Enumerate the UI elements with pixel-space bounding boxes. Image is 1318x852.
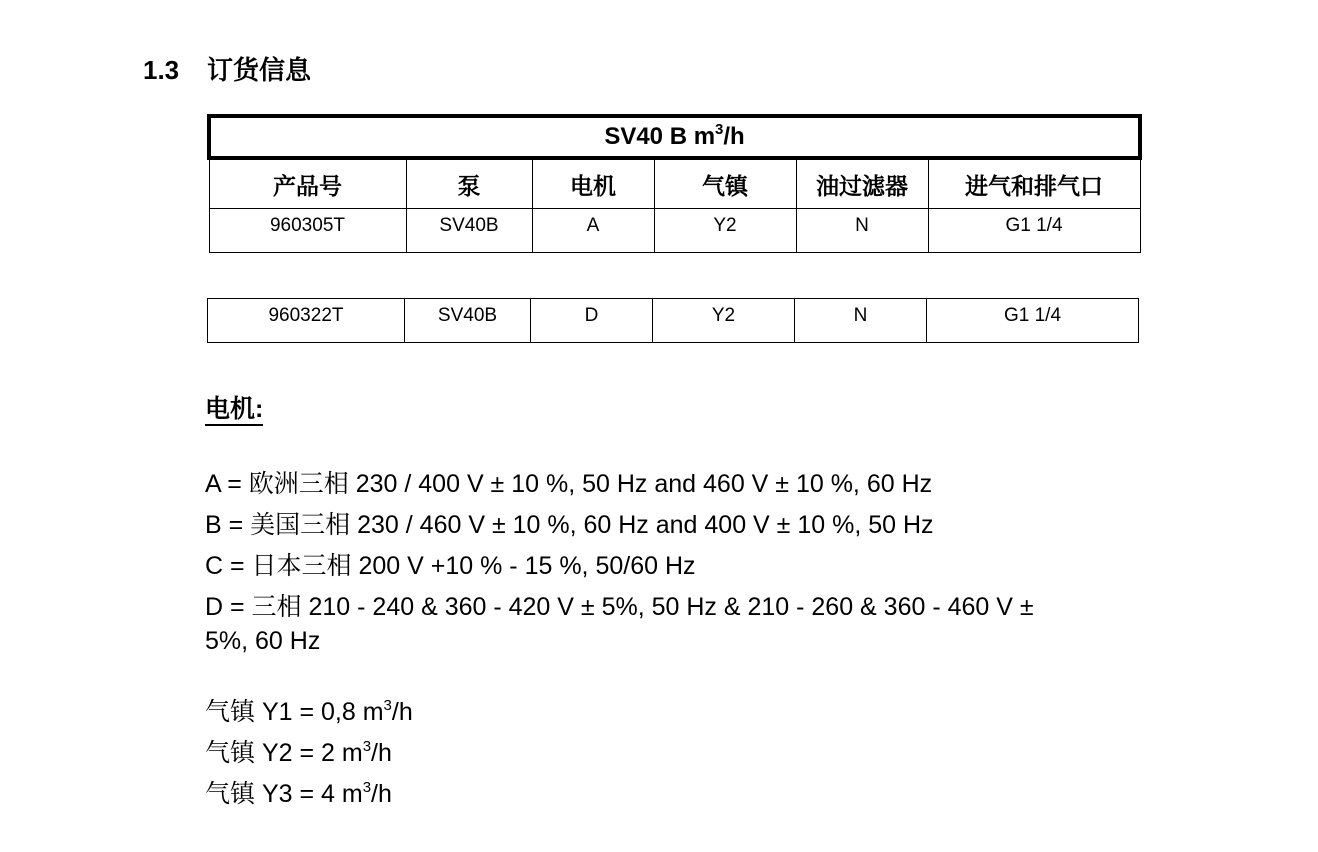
- motor-section-title: 电机:: [205, 394, 263, 426]
- unit-suffix: /h: [391, 698, 413, 726]
- section-title: 订货信息: [207, 55, 312, 85]
- cell-oil-filter: N: [795, 299, 927, 343]
- table-row: [209, 209, 1140, 253]
- cell-gas-ballast: Y2: [654, 209, 796, 253]
- order-table: [207, 114, 1142, 253]
- unit-suffix: /h: [371, 739, 392, 767]
- cell-product-number: 960322T: [208, 299, 405, 343]
- header-motor: 电机: [532, 158, 654, 209]
- motor-option-d: D = 三相 210 - 240 & 360 - 420 V ± 5%, 50 Hz & 210 - 260 & 360 - 460 V ± 5%, 60 Hz: [205, 593, 1034, 655]
- table-title-text: SV40 B m: [604, 123, 716, 150]
- header-pump: 泵: [406, 158, 532, 209]
- table-title: [209, 116, 1140, 158]
- cell-product-number: 960305T: [209, 209, 406, 253]
- order-table-continued: [207, 298, 1139, 343]
- header-oil-filter: 油过滤器: [796, 158, 928, 209]
- cell-oil-filter: N: [796, 209, 928, 253]
- gas-ballast-text: 气镇 Y3 = 4 m: [205, 780, 363, 808]
- cell-inlet-outlet: G1 1/4: [928, 209, 1140, 253]
- cell-motor: A: [532, 209, 654, 253]
- header-inlet-outlet: 进气和排气口: [928, 158, 1140, 209]
- section-heading: [143, 50, 311, 87]
- cell-pump: SV40B: [406, 209, 532, 253]
- superscript: 3: [362, 738, 372, 755]
- superscript: 3: [383, 697, 392, 714]
- header-product-number: 产品号: [209, 158, 406, 209]
- table-title-suffix: /h: [723, 123, 745, 150]
- table-row: [208, 299, 1139, 343]
- motor-option-c: C = 日本三相 200 V +10 % - 15 %, 50/60 Hz: [205, 552, 696, 580]
- gas-ballast-y2: [205, 736, 392, 770]
- unit-suffix: /h: [371, 780, 392, 808]
- gas-ballast-y1: [205, 695, 413, 729]
- motor-option-a: A = 欧洲三相 230 / 400 V ± 10 %, 50 Hz and 460 V ± 10 %, 60 Hz: [205, 470, 933, 498]
- gas-ballast-text: 气镇 Y2 = 2 m: [205, 739, 363, 767]
- header-gas-ballast: 气镇: [654, 158, 796, 209]
- section-number: 1.3: [143, 55, 180, 85]
- cell-pump: SV40B: [405, 299, 531, 343]
- superscript: 3: [362, 779, 372, 796]
- gas-ballast-text: 气镇 Y1 = 0,8 m: [205, 698, 384, 726]
- cell-inlet-outlet: G1 1/4: [927, 299, 1139, 343]
- motor-option-b: B = 美国三相 230 / 460 V ± 10 %, 60 Hz and 400 V ± 10 %, 50 Hz: [205, 511, 934, 539]
- cell-motor: D: [531, 299, 653, 343]
- table-title-superscript: 3: [715, 121, 724, 138]
- table-header-row: [209, 158, 1140, 209]
- gas-ballast-y3: [205, 777, 392, 811]
- cell-gas-ballast: Y2: [653, 299, 795, 343]
